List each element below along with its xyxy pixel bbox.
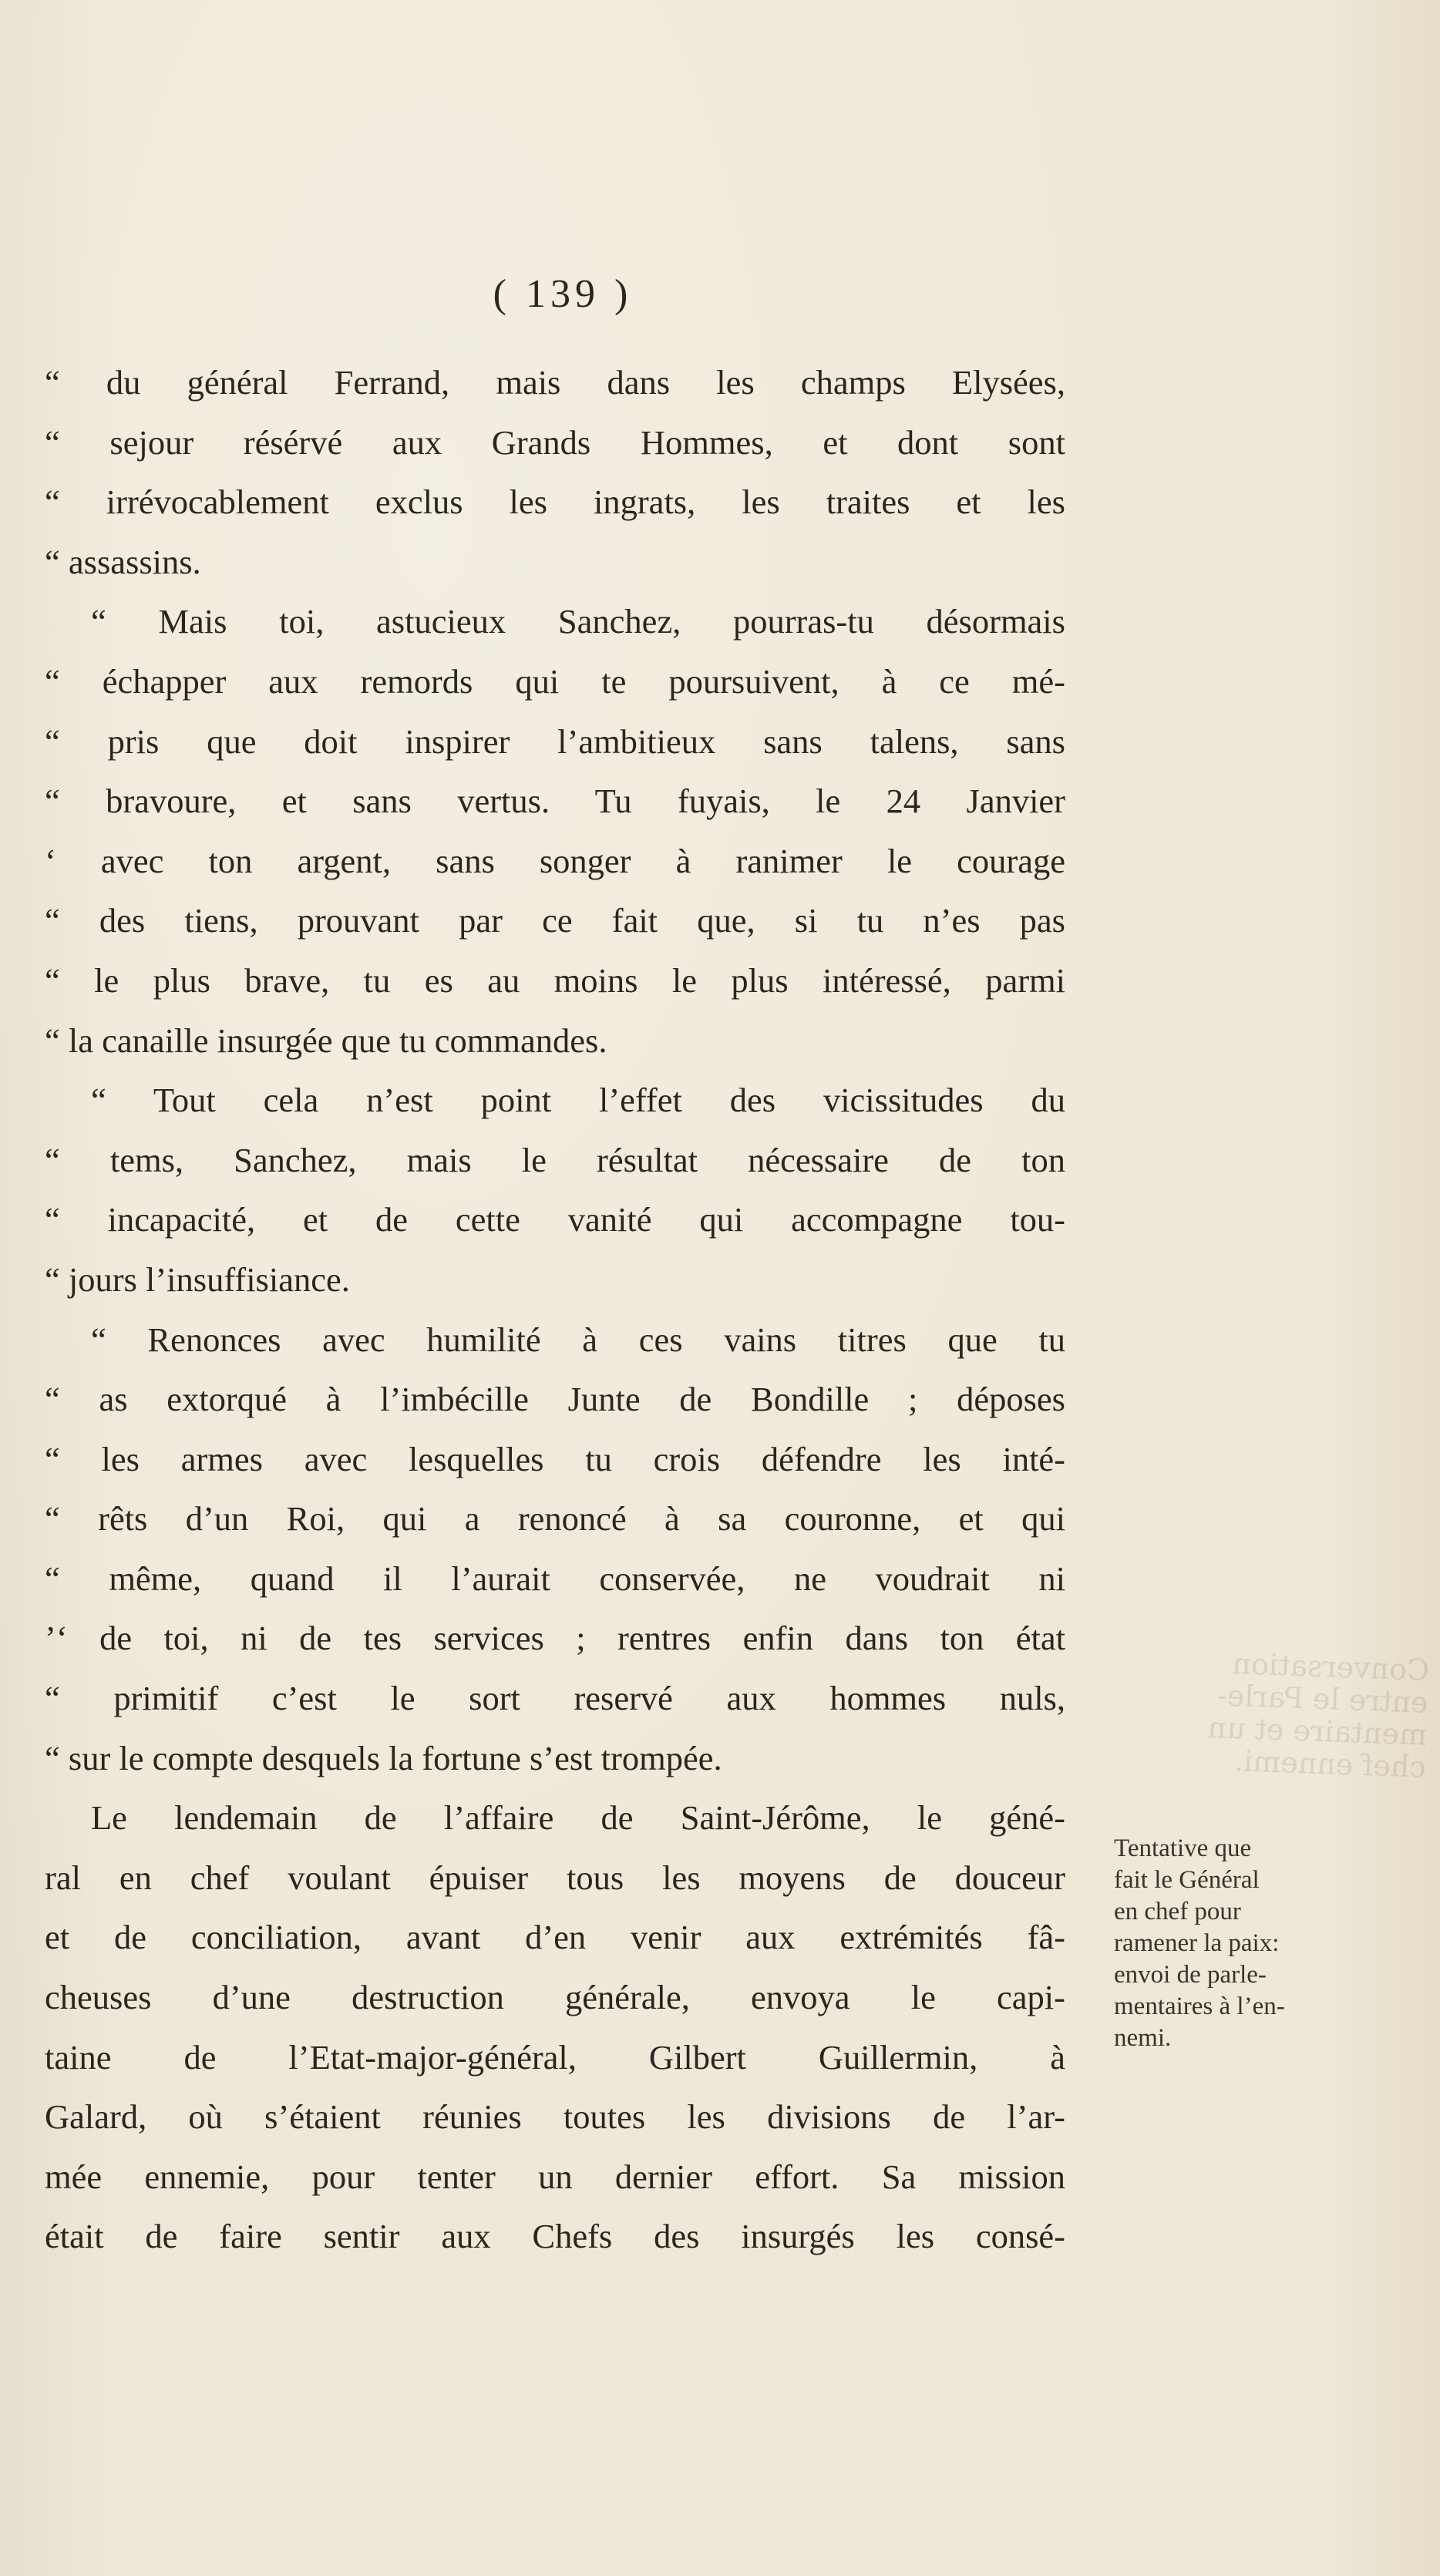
text-line: et de conciliation, avant d’en venir aux extrémités fâ-: [45, 1918, 1065, 1957]
bleed-through-line: mentaire et un: [1206, 1710, 1428, 1752]
text-line: “ tems, Sanchez, mais le résultat nécessaire de ton: [45, 1140, 1065, 1179]
text-line: mée ennemie, pour tenter un dernier effort. Sa mission: [45, 2157, 1065, 2196]
text-line: “ sur le compte desquels la fortune s’est trompée.: [45, 1738, 722, 1777]
text-line: “ des tiens, prouvant par ce fait que, si tu n’es pas: [45, 901, 1065, 940]
text-line: ‘ avec ton argent, sans songer à ranimer le courage: [45, 841, 1065, 880]
text-line: “ irrévocablement exclus les ingrats, les traites et les: [45, 483, 1065, 522]
text-line: “ échapper aux remords qui te poursuivent, à ce mé-: [45, 661, 1065, 701]
margin-note-line: Tentative que: [1114, 1834, 1252, 1862]
text-line: cheuses d’une destruction générale, envoya le capi-: [45, 1978, 1065, 2017]
text-line: “ incapacité, et de cette vanité qui accompagne tou-: [45, 1200, 1065, 1239]
page-number: ( 139 ): [493, 272, 633, 316]
margin-note-line: fait le Général: [1114, 1866, 1260, 1894]
text-line: “ Tout cela n’est point l’effet des vicissitudes du: [91, 1081, 1065, 1120]
text-line: “ Mais toi, astucieux Sanchez, pourras-tu désormais: [91, 602, 1065, 641]
margin-note-line: nemi.: [1114, 2024, 1172, 2052]
margin-note-line: ramener la paix:: [1114, 1929, 1280, 1957]
text-line: était de faire sentir aux Chefs des insurgés les consé-: [45, 2217, 1065, 2256]
text-line: ’‘ de toi, ni de tes services ; rentres enfin dans ton état: [45, 1619, 1065, 1658]
text-line: Galard, où s’étaient réunies toutes les divisions de l’ar-: [45, 2097, 1065, 2137]
text-line: “ même, quand il l’aurait conservée, ne voudrait ni: [45, 1559, 1065, 1598]
text-line: “ as extorqué à l’imbécille Junte de Bondille ; déposes: [45, 1380, 1065, 1419]
text-line: “ les armes avec lesquelles tu crois défendre les inté-: [45, 1439, 1065, 1478]
text-line: “ assassins.: [45, 542, 201, 581]
text-line: “ du général Ferrand, mais dans les champs Elysées,: [45, 363, 1065, 402]
text-line: ral en chef voulant épuiser tous les moyens de douceur: [45, 1858, 1065, 1897]
text-line: “ rêts d’un Roi, qui a renoncé à sa couronne, et qui: [45, 1499, 1065, 1539]
text-line: “ bravoure, et sans vertus. Tu fuyais, le 24 Janvier: [45, 782, 1065, 821]
margin-note-line: envoi de parle-: [1114, 1961, 1267, 1989]
bleed-through-text: [1163, 1645, 1430, 1784]
bleed-through-line: chef ennemi.: [1233, 1744, 1427, 1784]
text-line: “ la canaille insurgée que tu commandes.: [45, 1021, 607, 1060]
margin-note-line: en chef pour: [1114, 1898, 1241, 1925]
text-line: “ primitif c’est le sort reservé aux hommes nuls,: [45, 1679, 1065, 1718]
text-line: “ le plus brave, tu es au moins le plus intéressé, parmi: [45, 960, 1065, 1000]
bleed-through-line: entre le Parle-: [1216, 1678, 1429, 1720]
text-line: “ Renonces avec humilité à ces vains titres que tu: [91, 1320, 1065, 1359]
text-line: “ sejour résérvé aux Grands Hommes, et dont sont: [45, 422, 1065, 462]
margin-note: [1114, 1833, 1407, 2054]
text-line: “ pris que doit inspirer l’ambitieux sans talens, sans: [45, 721, 1065, 761]
body-text: [45, 353, 1065, 2267]
bleed-through-line: Conversation: [1231, 1646, 1430, 1687]
margin-note-line: mentaires à l’en-: [1114, 1993, 1285, 2020]
text-line: “ jours l’insuffisiance.: [45, 1259, 350, 1299]
text-line: Le lendemain de l’affaire de Saint-Jérôme, le géné-: [91, 1798, 1065, 1838]
text-line: taine de l’Etat-major-général, Gilbert Guillermin, à: [45, 2037, 1065, 2077]
